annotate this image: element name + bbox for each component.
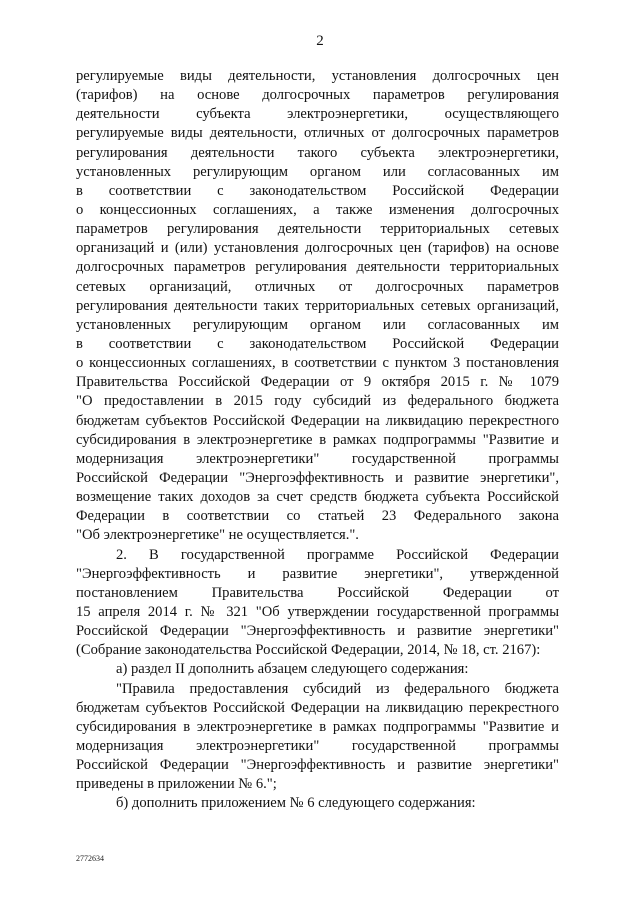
text-line: о концессионных соглашениях, в соответствии с пунктом 3 постановления — [76, 355, 559, 372]
text-line: субсидирования в электроэнергетике в рамках подпрограммы "Развитие и — [76, 431, 559, 448]
text-line: бюджетам субъектов Российской Федерации на ликвидацию перекрестного — [76, 412, 559, 429]
text-line: Российской Федерации "Энергоэффективность и развитие энергетики" — [76, 623, 559, 640]
text-line: о концессионных соглашениях, а также изменения долгосрочных — [76, 201, 559, 218]
text-line: сетевых организаций, отличных от долгосрочных параметров — [76, 278, 559, 295]
text-line: модернизация электроэнергетики" государственной программы — [76, 450, 559, 467]
text-line: (Собрание законодательства Российской Федерации, 2014, № 18, ст. 2167): — [76, 642, 541, 659]
text-line: Российской Федерации "Энергоэффективность и развитие энергетики" — [76, 757, 559, 774]
text-line: субсидирования в электроэнергетике в рамках подпрограммы "Развитие и — [76, 718, 559, 735]
text-line: 15 апреля 2014 г. № 321 "Об утверждении государственной программы — [76, 603, 559, 620]
text-line: долгосрочных параметров регулирования деятельности территориальных — [76, 259, 559, 276]
page-number: 2 — [316, 33, 324, 49]
document-id: 2772634 — [76, 854, 104, 863]
text-line: бюджетам субъектов Российской Федерации на ликвидацию перекрестного — [76, 699, 559, 716]
text-line: 2. В государственной программе Российской Федерации — [116, 546, 559, 563]
text-line: регулирования деятельности такого субъекта электроэнергетики, — [76, 144, 559, 161]
text-line: установленных регулирующим органом или согласованных им — [76, 163, 559, 180]
text-line: регулируемые виды деятельности, отличных от долгосрочных параметров — [76, 125, 559, 142]
text-line: Российской Федерации "Энергоэффективность и развитие энергетики", — [76, 469, 559, 486]
text-line: "О предоставлении в 2015 году субсидий из федерального бюджета — [76, 393, 559, 410]
text-line: "Об электроэнергетике" не осуществляется.". — [76, 527, 359, 544]
text-line: "Энергоэффективность и развитие энергетики", утвержденной — [76, 565, 559, 582]
text-line: в соответствии с законодательством Российской Федерации — [76, 182, 559, 199]
text-line: регулируемые виды деятельности, установления долгосрочных цен — [76, 68, 559, 84]
text-line: параметров регулирования деятельности территориальных сетевых — [76, 221, 559, 238]
text-line: б) дополнить приложением № 6 следующего содержания: — [116, 795, 476, 812]
text-line: деятельности субъекта электроэнергетики, осуществляющего — [76, 106, 559, 123]
text-line: возмещение таких доходов за счет средств бюджета субъекта Российской — [76, 489, 559, 506]
text-line: (тарифов) на основе долгосрочных параметров регулирования — [76, 87, 559, 104]
text-line: установленных регулирующим органом или согласованных им — [76, 316, 559, 333]
text-line: приведены в приложении № 6."; — [76, 776, 277, 793]
text-line: модернизация электроэнергетики" государственной программы — [76, 737, 559, 754]
text-line: Правительства Российской Федерации от 9 октября 2015 г. № 1079 — [76, 374, 559, 391]
text-line: постановлением Правительства Российской Федерации от — [76, 584, 559, 601]
text-line: Федерации в соответствии со статьей 23 Федерального закона — [76, 508, 559, 525]
text-line: "Правила предоставления субсидий из федерального бюджета — [116, 680, 559, 697]
text-line: организаций и (или) установления долгосрочных цен (тарифов) на основе — [76, 240, 559, 257]
text-line: регулирования деятельности таких территориальных сетевых организаций, — [76, 297, 559, 314]
text-line: в соответствии с законодательством Российской Федерации — [76, 335, 559, 352]
document-body — [76, 67, 559, 813]
text-line: а) раздел II дополнить абзацем следующего содержания: — [116, 661, 469, 678]
